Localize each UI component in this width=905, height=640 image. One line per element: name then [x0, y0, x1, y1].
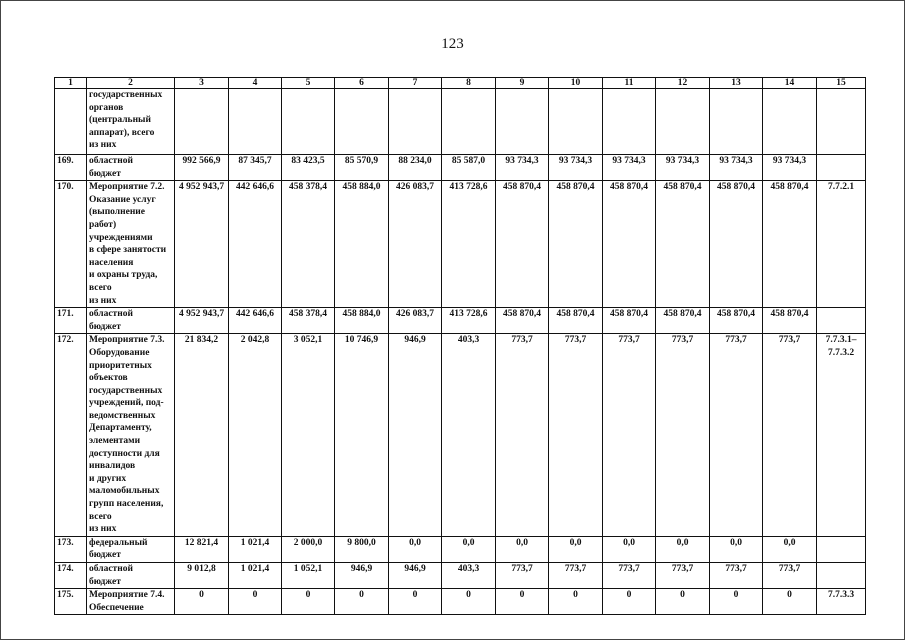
value-cell [656, 89, 710, 155]
column-header: 12 [656, 78, 710, 89]
value-cell: 458 870,4 [763, 308, 817, 334]
value-cell: 773,7 [603, 563, 656, 589]
value-cell [763, 89, 817, 155]
value-cell: 426 083,7 [389, 181, 442, 308]
value-cell: 0,0 [496, 536, 549, 562]
value-cell: 773,7 [656, 334, 710, 537]
value-cell: 85 587,0 [442, 155, 496, 181]
row-name: государственных органов (центральный аппарат), всего из них [87, 89, 175, 155]
value-cell: 0,0 [763, 536, 817, 562]
row-name: федеральный бюджет [87, 536, 175, 562]
column-header: 6 [335, 78, 389, 89]
table-row [55, 89, 866, 155]
value-cell: 85 570,9 [335, 155, 389, 181]
value-cell: 458 870,4 [549, 181, 603, 308]
table-row [55, 589, 866, 615]
value-cell: 0 [496, 589, 549, 615]
table-row [55, 155, 866, 181]
value-cell: 992 566,9 [175, 155, 229, 181]
value-cell: 403,3 [442, 334, 496, 537]
row-number: 170. [55, 181, 87, 308]
row-number: 171. [55, 308, 87, 334]
value-cell: 773,7 [656, 563, 710, 589]
table-row [55, 536, 866, 562]
value-cell: 88 234,0 [389, 155, 442, 181]
value-cell: 0 [282, 589, 335, 615]
value-cell: 0 [389, 589, 442, 615]
value-cell [175, 89, 229, 155]
row-name: Мероприятие 7.4. Обеспечение [87, 589, 175, 615]
value-cell: 1 021,4 [229, 536, 282, 562]
value-cell: 773,7 [710, 563, 763, 589]
value-cell: 2 042,8 [229, 334, 282, 537]
column-header: 15 [817, 78, 866, 89]
column-header: 2 [87, 78, 175, 89]
value-cell: 946,9 [389, 563, 442, 589]
value-cell: 0 [175, 589, 229, 615]
table-header [55, 78, 866, 89]
column-header: 5 [282, 78, 335, 89]
value-cell: 0,0 [549, 536, 603, 562]
value-cell [603, 89, 656, 155]
value-cell: 93 734,3 [763, 155, 817, 181]
value-cell: 458 870,4 [710, 308, 763, 334]
column-header: 1 [55, 78, 87, 89]
value-cell: 773,7 [603, 334, 656, 537]
row-number [55, 89, 87, 155]
value-cell: 21 834,2 [175, 334, 229, 537]
value-cell: 0 [229, 589, 282, 615]
value-cell: 458 870,4 [603, 181, 656, 308]
value-cell: 773,7 [549, 334, 603, 537]
row-number: 172. [55, 334, 87, 537]
value-cell: 403,3 [442, 563, 496, 589]
value-cell: 458 378,4 [282, 308, 335, 334]
value-cell: 2 000,0 [282, 536, 335, 562]
value-cell: 773,7 [496, 563, 549, 589]
value-cell: 1 021,4 [229, 563, 282, 589]
value-cell: 1 052,1 [282, 563, 335, 589]
value-cell: 442 646,6 [229, 308, 282, 334]
value-cell: 0,0 [442, 536, 496, 562]
value-cell [549, 89, 603, 155]
column-header: 13 [710, 78, 763, 89]
value-cell: 93 734,3 [603, 155, 656, 181]
row-name: областной бюджет [87, 563, 175, 589]
row-name: областной бюджет [87, 155, 175, 181]
value-cell: 4 952 943,7 [175, 181, 229, 308]
value-cell: 946,9 [389, 334, 442, 537]
value-cell [389, 89, 442, 155]
value-cell: 12 821,4 [175, 536, 229, 562]
value-cell: 773,7 [549, 563, 603, 589]
table-row [55, 181, 866, 308]
value-cell: 458 870,4 [710, 181, 763, 308]
value-cell: 773,7 [763, 563, 817, 589]
column-header: 3 [175, 78, 229, 89]
value-cell: 458 870,4 [763, 181, 817, 308]
value-cell: 0,0 [710, 536, 763, 562]
value-cell: 87 345,7 [229, 155, 282, 181]
header-row [55, 78, 866, 89]
value-cell: 458 378,4 [282, 181, 335, 308]
value-cell: 0 [549, 589, 603, 615]
page-number: 123 [441, 36, 464, 52]
row-code [817, 89, 866, 155]
value-cell: 93 734,3 [656, 155, 710, 181]
row-number: 175. [55, 589, 87, 615]
row-code: 7.7.2.1 [817, 181, 866, 308]
column-header: 4 [229, 78, 282, 89]
value-cell: 773,7 [763, 334, 817, 537]
value-cell: 413 728,6 [442, 308, 496, 334]
value-cell [335, 89, 389, 155]
value-cell [496, 89, 549, 155]
value-cell: 458 870,4 [603, 308, 656, 334]
value-cell: 9 800,0 [335, 536, 389, 562]
table-row [55, 334, 866, 537]
value-cell: 9 012,8 [175, 563, 229, 589]
table-row [55, 308, 866, 334]
value-cell [282, 89, 335, 155]
value-cell: 442 646,6 [229, 181, 282, 308]
column-header: 9 [496, 78, 549, 89]
row-name: Мероприятие 7.3. Оборудование приоритетных объектов государственных учреждений, под- ведомственных Департаменту, элементами доступности для инвалидов и других маломобильных групп населения, всего из них [87, 334, 175, 537]
value-cell: 773,7 [710, 334, 763, 537]
value-cell: 0,0 [656, 536, 710, 562]
value-cell: 458 870,4 [656, 308, 710, 334]
value-cell: 458 870,4 [496, 308, 549, 334]
value-cell: 773,7 [496, 334, 549, 537]
value-cell: 3 052,1 [282, 334, 335, 537]
value-cell: 458 870,4 [496, 181, 549, 308]
row-number: 174. [55, 563, 87, 589]
value-cell: 0,0 [389, 536, 442, 562]
row-name: Мероприятие 7.2. Оказание услуг (выполнение работ) учреждениями в сфере занятости населения и охраны труда, всего из них [87, 181, 175, 308]
row-code [817, 536, 866, 562]
value-cell: 458 870,4 [549, 308, 603, 334]
value-cell [442, 89, 496, 155]
value-cell: 93 734,3 [496, 155, 549, 181]
column-header: 11 [603, 78, 656, 89]
value-cell: 0 [763, 589, 817, 615]
value-cell: 0 [335, 589, 389, 615]
value-cell: 0 [710, 589, 763, 615]
value-cell: 93 734,3 [710, 155, 763, 181]
value-cell: 0 [603, 589, 656, 615]
value-cell: 458 884,0 [335, 308, 389, 334]
table-body [55, 89, 866, 615]
value-cell: 426 083,7 [389, 308, 442, 334]
value-cell: 0 [442, 589, 496, 615]
column-header: 7 [389, 78, 442, 89]
value-cell: 93 734,3 [549, 155, 603, 181]
value-cell: 10 746,9 [335, 334, 389, 537]
column-header: 8 [442, 78, 496, 89]
table-row [55, 563, 866, 589]
column-header: 10 [549, 78, 603, 89]
row-number: 173. [55, 536, 87, 562]
value-cell: 0,0 [603, 536, 656, 562]
row-code [817, 155, 866, 181]
row-number: 169. [55, 155, 87, 181]
column-header: 14 [763, 78, 817, 89]
row-code: 7.7.3.3 [817, 589, 866, 615]
budget-table [54, 77, 866, 615]
value-cell: 458 870,4 [656, 181, 710, 308]
value-cell: 4 952 943,7 [175, 308, 229, 334]
row-code: 7.7.3.1– 7.7.3.2 [817, 334, 866, 537]
row-code [817, 563, 866, 589]
row-name: областной бюджет [87, 308, 175, 334]
value-cell: 413 728,6 [442, 181, 496, 308]
value-cell: 458 884,0 [335, 181, 389, 308]
value-cell: 0 [656, 589, 710, 615]
value-cell: 83 423,5 [282, 155, 335, 181]
value-cell: 946,9 [335, 563, 389, 589]
value-cell [710, 89, 763, 155]
value-cell [229, 89, 282, 155]
row-code [817, 308, 866, 334]
